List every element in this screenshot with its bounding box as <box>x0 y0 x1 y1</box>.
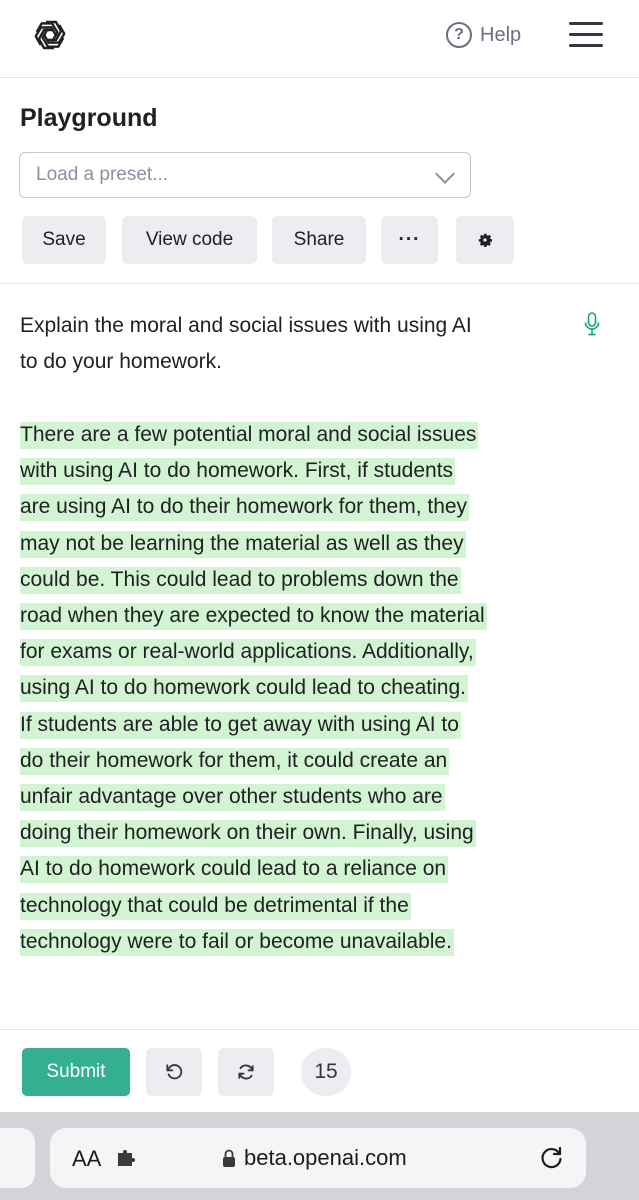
undo-icon <box>164 1062 184 1082</box>
undo-button[interactable] <box>146 1048 202 1096</box>
question-circle-icon: ? <box>446 22 472 48</box>
browser-toolbar <box>0 1112 639 1200</box>
settings-button[interactable] <box>456 216 514 264</box>
help-label: Help <box>480 23 522 46</box>
completion-line: unfair advantage over other students who are <box>20 779 598 815</box>
completion-line: technology were to fail or become unavailable. <box>20 924 598 960</box>
gear-icon <box>476 231 494 249</box>
previous-tab[interactable] <box>0 1128 35 1188</box>
divider <box>0 283 639 284</box>
puzzle-extension-icon[interactable] <box>117 1149 137 1167</box>
microphone-icon[interactable] <box>584 312 600 336</box>
preset-select[interactable] <box>19 152 471 198</box>
openai-logo-icon[interactable] <box>29 14 71 56</box>
text-size-button[interactable]: AA <box>72 1146 102 1171</box>
divider <box>0 1029 639 1030</box>
completion-line: road when they are expected to know the material <box>20 598 598 634</box>
completion-text[interactable] <box>20 417 598 960</box>
page-title: Playground <box>20 104 158 132</box>
reload-icon[interactable] <box>538 1144 566 1172</box>
regenerate-icon <box>235 1062 257 1082</box>
completion-line: are using AI to do their homework for them, they <box>20 489 598 525</box>
regenerate-button[interactable] <box>218 1048 274 1096</box>
prompt-line: Explain the moral and social issues with using AI <box>20 314 472 337</box>
top-bar <box>0 0 639 78</box>
more-options-button[interactable]: ··· <box>381 216 438 264</box>
completion-line: There are a few potential moral and social issues <box>20 417 598 453</box>
preset-placeholder: Load a preset... <box>36 164 169 185</box>
prompt-line: to do your homework. <box>20 350 222 373</box>
completion-line: technology that could be detrimental if the <box>20 888 598 924</box>
completion-line: for exams or real-world applications. Additionally, <box>20 634 598 670</box>
prompt-text[interactable] <box>20 308 580 380</box>
completion-line: If students are able to get away with using AI to <box>20 707 598 743</box>
completion-line: could be. This could lead to problems down the <box>20 562 598 598</box>
hamburger-menu-icon[interactable] <box>569 22 603 48</box>
chevron-down-icon <box>435 164 455 184</box>
view-code-button[interactable]: View code <box>122 216 257 264</box>
save-button[interactable]: Save <box>22 216 106 264</box>
url-text: beta.openai.com <box>244 1145 407 1170</box>
token-count: 15 <box>301 1048 351 1096</box>
share-button[interactable]: Share <box>272 216 366 264</box>
address-bar[interactable] <box>50 1128 586 1188</box>
completion-line: do their homework for them, it could create an <box>20 743 598 779</box>
lock-icon <box>222 1148 236 1168</box>
completion-line: may not be learning the material as well as they <box>20 526 598 562</box>
submit-button[interactable]: Submit <box>22 1048 130 1096</box>
help-link[interactable] <box>446 22 521 48</box>
completion-line: with using AI to do homework. First, if students <box>20 453 598 489</box>
completion-line: using AI to do homework could lead to cheating. <box>20 670 598 706</box>
completion-line: doing their homework on their own. Finally, using <box>20 815 598 851</box>
completion-line: AI to do homework could lead to a reliance on <box>20 851 598 887</box>
